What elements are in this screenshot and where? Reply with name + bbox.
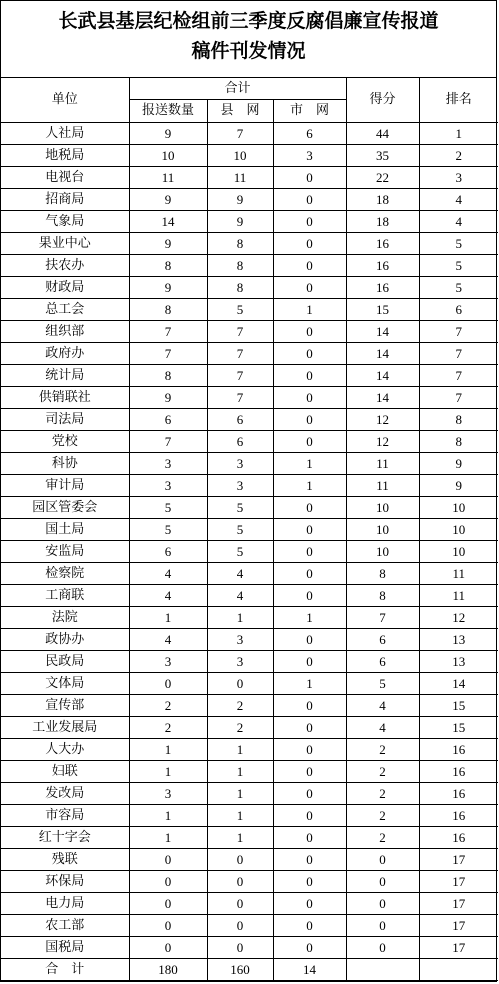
rank-cell: 17: [419, 849, 498, 871]
submitted-cell: 7: [129, 431, 207, 453]
submitted-cell: 9: [129, 123, 207, 145]
header-score: 得分: [346, 78, 419, 123]
unit-cell: 果业中心: [1, 233, 129, 255]
unit-cell: 农工部: [1, 915, 129, 937]
table-row: [1, 761, 498, 783]
unit-cell: 电视台: [1, 167, 129, 189]
submitted-cell: 3: [129, 453, 207, 475]
submitted-cell: 7: [129, 343, 207, 365]
table-row: [1, 563, 498, 585]
unit-cell: 气象局: [1, 211, 129, 233]
submitted-cell: 2: [129, 717, 207, 739]
table-row: [1, 585, 498, 607]
unit-cell: 供销联社: [1, 387, 129, 409]
county-cell: 0: [207, 673, 273, 695]
submitted-cell: 14: [129, 211, 207, 233]
score-cell: 15: [346, 299, 419, 321]
table-row: [1, 629, 498, 651]
rank-cell: 4: [419, 211, 498, 233]
submitted-cell: 9: [129, 233, 207, 255]
county-cell: 9: [207, 211, 273, 233]
score-cell: 2: [346, 783, 419, 805]
table-row: [1, 431, 498, 453]
score-cell: 6: [346, 651, 419, 673]
rank-cell: 15: [419, 717, 498, 739]
unit-cell: 宣传部: [1, 695, 129, 717]
unit-cell: 法院: [1, 607, 129, 629]
city-cell: 0: [273, 717, 346, 739]
submitted-cell: 1: [129, 739, 207, 761]
submitted-cell: 6: [129, 541, 207, 563]
county-cell: 1: [207, 805, 273, 827]
header-total-group: 合计: [129, 78, 346, 100]
rank-cell: 13: [419, 651, 498, 673]
report-title: [1, 1, 496, 78]
submitted-cell: 0: [129, 893, 207, 915]
county-cell: 5: [207, 299, 273, 321]
submitted-cell: 1: [129, 761, 207, 783]
score-cell: 10: [346, 541, 419, 563]
submitted-cell: 4: [129, 585, 207, 607]
table-row: [1, 871, 498, 893]
county-cell: 0: [207, 937, 273, 959]
table-row: [1, 211, 498, 233]
city-cell: 0: [273, 365, 346, 387]
submitted-cell: 5: [129, 497, 207, 519]
unit-cell: 红十字会: [1, 827, 129, 849]
city-cell: 0: [273, 805, 346, 827]
table-row: [1, 827, 498, 849]
rank-cell: 6: [419, 299, 498, 321]
score-cell: 2: [346, 739, 419, 761]
header-unit: 单位: [1, 78, 129, 123]
score-cell: 11: [346, 453, 419, 475]
rank-cell: 7: [419, 321, 498, 343]
city-cell: 0: [273, 233, 346, 255]
county-cell: 5: [207, 497, 273, 519]
table-row: [1, 893, 498, 915]
city-cell: 0: [273, 431, 346, 453]
unit-cell: 民政局: [1, 651, 129, 673]
submitted-cell: 0: [129, 915, 207, 937]
table-row: [1, 299, 498, 321]
county-cell: 3: [207, 629, 273, 651]
submitted-cell: 1: [129, 827, 207, 849]
total-label: 合 计: [1, 959, 129, 981]
table-row: [1, 607, 498, 629]
city-cell: 0: [273, 827, 346, 849]
city-cell: 0: [273, 409, 346, 431]
table-row: [1, 849, 498, 871]
unit-cell: 发改局: [1, 783, 129, 805]
unit-cell: 电力局: [1, 893, 129, 915]
table-row: [1, 233, 498, 255]
county-cell: 8: [207, 255, 273, 277]
score-cell: 0: [346, 849, 419, 871]
score-cell: 16: [346, 255, 419, 277]
score-cell: 2: [346, 827, 419, 849]
unit-cell: 审计局: [1, 475, 129, 497]
unit-cell: 人大办: [1, 739, 129, 761]
county-cell: 7: [207, 343, 273, 365]
unit-cell: 科协: [1, 453, 129, 475]
rank-cell: 16: [419, 827, 498, 849]
city-cell: 0: [273, 277, 346, 299]
county-cell: 0: [207, 915, 273, 937]
city-cell: 1: [273, 673, 346, 695]
city-cell: 0: [273, 783, 346, 805]
score-cell: 11: [346, 475, 419, 497]
city-cell: 1: [273, 475, 346, 497]
city-cell: 0: [273, 563, 346, 585]
table-row: [1, 651, 498, 673]
unit-cell: 文体局: [1, 673, 129, 695]
rank-cell: 9: [419, 453, 498, 475]
table-row: [1, 717, 498, 739]
results-table: [1, 78, 498, 981]
city-cell: 0: [273, 211, 346, 233]
county-cell: 0: [207, 849, 273, 871]
table-row: [1, 123, 498, 145]
score-cell: 4: [346, 717, 419, 739]
unit-cell: 妇联: [1, 761, 129, 783]
county-cell: 2: [207, 717, 273, 739]
rank-cell: 17: [419, 893, 498, 915]
table-row: [1, 497, 498, 519]
score-cell: 0: [346, 937, 419, 959]
city-cell: 0: [273, 871, 346, 893]
submitted-cell: 8: [129, 299, 207, 321]
title-line-1: 长武县基层纪检组前三季度反腐倡廉宣传报道: [58, 10, 439, 32]
table-row: [1, 453, 498, 475]
score-cell: 0: [346, 893, 419, 915]
county-cell: 1: [207, 783, 273, 805]
unit-cell: 检察院: [1, 563, 129, 585]
submitted-cell: 0: [129, 871, 207, 893]
submitted-cell: 0: [129, 937, 207, 959]
header-rank: 排名: [419, 78, 498, 123]
county-cell: 0: [207, 893, 273, 915]
score-cell: 6: [346, 629, 419, 651]
header-row-1: [1, 78, 498, 100]
city-cell: 1: [273, 607, 346, 629]
total-rank: [419, 959, 498, 981]
total-submitted: 180: [129, 959, 207, 981]
rank-cell: 10: [419, 497, 498, 519]
submitted-cell: 0: [129, 673, 207, 695]
table-row: [1, 145, 498, 167]
table-row: [1, 343, 498, 365]
submitted-cell: 3: [129, 783, 207, 805]
score-cell: 14: [346, 387, 419, 409]
submitted-cell: 6: [129, 409, 207, 431]
table-row: [1, 519, 498, 541]
county-cell: 4: [207, 585, 273, 607]
rank-cell: 16: [419, 761, 498, 783]
unit-cell: 扶农办: [1, 255, 129, 277]
rank-cell: 16: [419, 783, 498, 805]
city-cell: 0: [273, 629, 346, 651]
city-cell: 0: [273, 189, 346, 211]
table-row: [1, 783, 498, 805]
city-cell: 0: [273, 695, 346, 717]
rank-cell: 8: [419, 431, 498, 453]
rank-cell: 5: [419, 277, 498, 299]
city-cell: 0: [273, 585, 346, 607]
rank-cell: 17: [419, 871, 498, 893]
rank-cell: 7: [419, 387, 498, 409]
county-cell: 1: [207, 739, 273, 761]
rank-cell: 17: [419, 937, 498, 959]
county-cell: 3: [207, 651, 273, 673]
submitted-cell: 9: [129, 277, 207, 299]
city-cell: 0: [273, 497, 346, 519]
unit-cell: 组织部: [1, 321, 129, 343]
rank-cell: 16: [419, 805, 498, 827]
city-cell: 0: [273, 387, 346, 409]
city-cell: 1: [273, 299, 346, 321]
submitted-cell: 0: [129, 849, 207, 871]
county-cell: 7: [207, 365, 273, 387]
submitted-cell: 7: [129, 321, 207, 343]
score-cell: 22: [346, 167, 419, 189]
unit-cell: 党校: [1, 431, 129, 453]
city-cell: 0: [273, 893, 346, 915]
unit-cell: 地税局: [1, 145, 129, 167]
city-cell: 6: [273, 123, 346, 145]
score-cell: 14: [346, 321, 419, 343]
city-cell: 0: [273, 937, 346, 959]
county-cell: 5: [207, 541, 273, 563]
rank-cell: 10: [419, 541, 498, 563]
rank-cell: 15: [419, 695, 498, 717]
score-cell: 16: [346, 233, 419, 255]
rank-cell: 5: [419, 233, 498, 255]
table-row: [1, 387, 498, 409]
county-cell: 2: [207, 695, 273, 717]
score-cell: 14: [346, 343, 419, 365]
submitted-cell: 3: [129, 475, 207, 497]
table-row: [1, 277, 498, 299]
score-cell: 2: [346, 805, 419, 827]
table-row: [1, 541, 498, 563]
total-score: [346, 959, 419, 981]
table-row: [1, 189, 498, 211]
submitted-cell: 4: [129, 629, 207, 651]
score-cell: 16: [346, 277, 419, 299]
county-cell: 5: [207, 519, 273, 541]
score-cell: 2: [346, 761, 419, 783]
score-cell: 35: [346, 145, 419, 167]
city-cell: 0: [273, 849, 346, 871]
table-row: [1, 673, 498, 695]
county-cell: 4: [207, 563, 273, 585]
county-cell: 0: [207, 871, 273, 893]
table-row: [1, 739, 498, 761]
city-cell: 0: [273, 761, 346, 783]
score-cell: 14: [346, 365, 419, 387]
city-cell: 0: [273, 651, 346, 673]
county-cell: 6: [207, 431, 273, 453]
rank-cell: 4: [419, 189, 498, 211]
rank-cell: 1: [419, 123, 498, 145]
rank-cell: 11: [419, 585, 498, 607]
city-cell: 0: [273, 321, 346, 343]
header-city: 市 网: [273, 100, 346, 123]
header-county: 县 网: [207, 100, 273, 123]
unit-cell: 司法局: [1, 409, 129, 431]
submitted-cell: 3: [129, 651, 207, 673]
county-cell: 7: [207, 387, 273, 409]
rank-cell: 5: [419, 255, 498, 277]
city-cell: 1: [273, 453, 346, 475]
unit-cell: 总工会: [1, 299, 129, 321]
county-cell: 11: [207, 167, 273, 189]
unit-cell: 工业发展局: [1, 717, 129, 739]
submitted-cell: 11: [129, 167, 207, 189]
rank-cell: 7: [419, 365, 498, 387]
unit-cell: 政府办: [1, 343, 129, 365]
county-cell: 7: [207, 123, 273, 145]
unit-cell: 人社局: [1, 123, 129, 145]
score-cell: 10: [346, 497, 419, 519]
county-cell: 1: [207, 827, 273, 849]
unit-cell: 安监局: [1, 541, 129, 563]
submitted-cell: 9: [129, 387, 207, 409]
rank-cell: 3: [419, 167, 498, 189]
total-county: 160: [207, 959, 273, 981]
city-cell: 0: [273, 541, 346, 563]
county-cell: 3: [207, 453, 273, 475]
table-row: [1, 805, 498, 827]
submitted-cell: 4: [129, 563, 207, 585]
table-row: [1, 695, 498, 717]
table-body: [1, 123, 498, 981]
score-cell: 4: [346, 695, 419, 717]
unit-cell: 市容局: [1, 805, 129, 827]
county-cell: 7: [207, 321, 273, 343]
table-row: [1, 167, 498, 189]
submitted-cell: 8: [129, 255, 207, 277]
table-row: [1, 255, 498, 277]
rank-cell: 12: [419, 607, 498, 629]
score-cell: 12: [346, 409, 419, 431]
table-row: [1, 915, 498, 937]
rank-cell: 2: [419, 145, 498, 167]
table-row: [1, 475, 498, 497]
city-cell: 0: [273, 739, 346, 761]
city-cell: 3: [273, 145, 346, 167]
unit-cell: 环保局: [1, 871, 129, 893]
score-cell: 12: [346, 431, 419, 453]
city-cell: 0: [273, 343, 346, 365]
submitted-cell: 10: [129, 145, 207, 167]
score-cell: 0: [346, 915, 419, 937]
submitted-cell: 2: [129, 695, 207, 717]
rank-cell: 17: [419, 915, 498, 937]
rank-cell: 13: [419, 629, 498, 651]
score-cell: 44: [346, 123, 419, 145]
unit-cell: 残联: [1, 849, 129, 871]
unit-cell: 统计局: [1, 365, 129, 387]
county-cell: 3: [207, 475, 273, 497]
county-cell: 1: [207, 607, 273, 629]
unit-cell: 财政局: [1, 277, 129, 299]
city-cell: 0: [273, 255, 346, 277]
header-submitted: 报送数量: [129, 100, 207, 123]
county-cell: 10: [207, 145, 273, 167]
rank-cell: 11: [419, 563, 498, 585]
city-cell: 0: [273, 167, 346, 189]
title-line-2: 稿件刊发情况: [191, 40, 306, 62]
score-cell: 5: [346, 673, 419, 695]
submitted-cell: 8: [129, 365, 207, 387]
rank-cell: 16: [419, 739, 498, 761]
score-cell: 18: [346, 211, 419, 233]
total-city: 14: [273, 959, 346, 981]
score-cell: 18: [346, 189, 419, 211]
submitted-cell: 1: [129, 805, 207, 827]
score-cell: 8: [346, 563, 419, 585]
rank-cell: 9: [419, 475, 498, 497]
score-cell: 10: [346, 519, 419, 541]
county-cell: 9: [207, 189, 273, 211]
county-cell: 1: [207, 761, 273, 783]
county-cell: 8: [207, 277, 273, 299]
county-cell: 8: [207, 233, 273, 255]
submitted-cell: 1: [129, 607, 207, 629]
rank-cell: 8: [419, 409, 498, 431]
city-cell: 0: [273, 915, 346, 937]
total-row: [1, 959, 498, 981]
submitted-cell: 5: [129, 519, 207, 541]
table-row: [1, 321, 498, 343]
county-cell: 6: [207, 409, 273, 431]
submitted-cell: 9: [129, 189, 207, 211]
score-cell: 8: [346, 585, 419, 607]
city-cell: 0: [273, 519, 346, 541]
table-row: [1, 409, 498, 431]
unit-cell: 国税局: [1, 937, 129, 959]
score-cell: 7: [346, 607, 419, 629]
unit-cell: 园区管委会: [1, 497, 129, 519]
unit-cell: 工商联: [1, 585, 129, 607]
unit-cell: 国土局: [1, 519, 129, 541]
table-row: [1, 937, 498, 959]
unit-cell: 政协办: [1, 629, 129, 651]
unit-cell: 招商局: [1, 189, 129, 211]
rank-cell: 10: [419, 519, 498, 541]
rank-cell: 7: [419, 343, 498, 365]
rank-cell: 14: [419, 673, 498, 695]
score-cell: 0: [346, 871, 419, 893]
table-row: [1, 365, 498, 387]
